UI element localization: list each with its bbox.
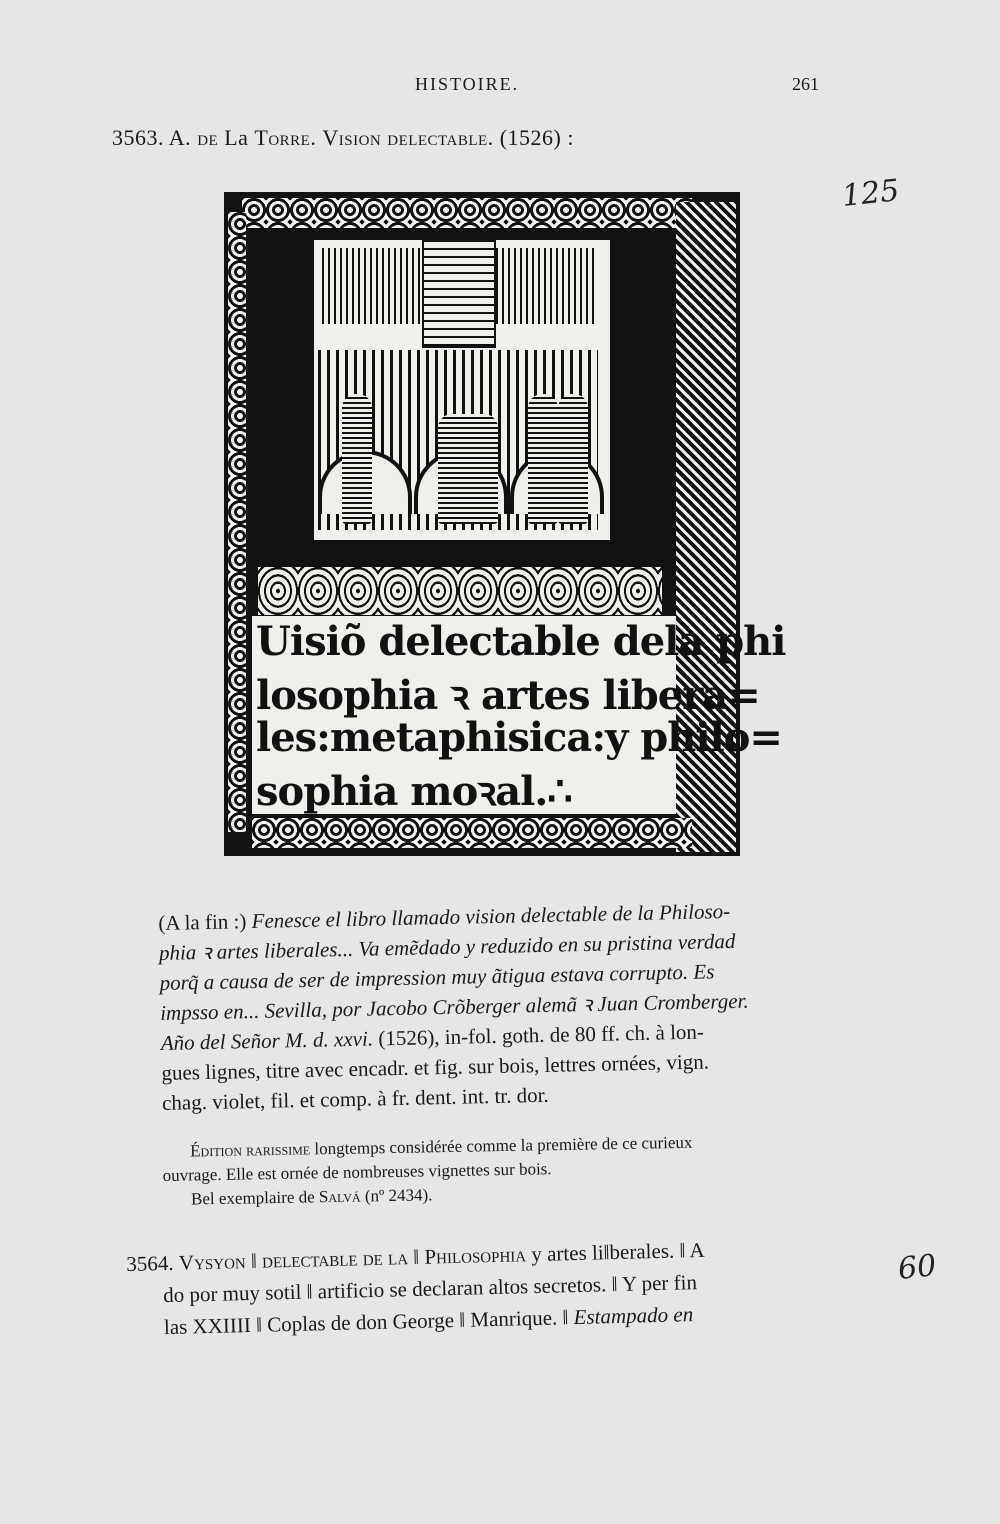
running-title: HISTOIRE.	[415, 74, 520, 94]
scene-figure	[528, 394, 558, 524]
woodcut-title-page	[224, 192, 786, 856]
scene-figure	[342, 394, 372, 524]
colophon-text: (1526), in-fol. goth. de 80 ff. ch. à lon-	[372, 1019, 705, 1051]
woodcut-title-line: les:metaphisica:y philo=	[256, 714, 782, 761]
colophon-italic: porq̃ a causa de ser de impression muy ãtigua estava corrupto. Es	[159, 959, 715, 995]
scene-tower	[422, 240, 496, 348]
entry-italic: Estampado en	[573, 1302, 694, 1330]
title-vision: Vision	[322, 125, 382, 150]
colophon-italic: phia ꝛ artes liberales... Va emẽdado y reduzido en su pristina verdad	[158, 928, 736, 965]
note-text: longtemps considérée comme la première de ce curieux	[309, 1132, 693, 1159]
entry-separator: ‖	[407, 1244, 425, 1270]
title-delectable: delectable.	[387, 125, 494, 150]
colophon-text: (A la fin :)	[158, 909, 252, 935]
ornamental-border-left	[228, 212, 246, 832]
author-initial: A.	[168, 125, 192, 150]
note-text: ouvrage. Elle est ornée de nombreuses vignettes sur bois.	[162, 1159, 552, 1185]
author-de: de	[197, 125, 219, 150]
ornamental-border-top	[242, 198, 692, 228]
author-la: La	[224, 125, 249, 150]
woodcut-title-line: losophia ꝛ artes libera=	[256, 672, 760, 719]
ornamental-vine-band	[258, 564, 662, 618]
entry-separator: ‖	[245, 1248, 263, 1274]
scene-figure	[438, 414, 498, 524]
entry-text: y artes li‖berales. ‖ A	[525, 1237, 705, 1267]
note-text: (nº 2434).	[360, 1185, 433, 1206]
entry-smallcaps: Philosophia	[424, 1242, 527, 1269]
colophon-text: chag. violet, fil. et comp. à fr. dent. int. tr. dor.	[161, 1082, 549, 1115]
colophon-description	[158, 894, 852, 1118]
entry-text: do por muy sotil ‖ artificio se declaran altos secretos. ‖ Y per fin	[162, 1270, 698, 1308]
author-torre: Torre.	[254, 125, 317, 150]
woodcut-title-line: Uisiõ delectable dela phi	[256, 618, 786, 665]
scene-arcade	[318, 350, 598, 530]
entry-smallcaps: Vysyon	[178, 1249, 246, 1275]
entry-number: 3564.	[126, 1250, 180, 1276]
entry-3563-heading	[112, 125, 574, 151]
bibliographic-note	[162, 1128, 853, 1212]
woodcut-title-text	[252, 616, 786, 815]
ornamental-border-bottom	[252, 818, 692, 848]
colophon-text: gues lignes, titre avec encadr. et fig. sur bois, lettres ornées, vign.	[161, 1049, 710, 1085]
page-number: 261	[792, 74, 819, 94]
colophon-italic: Fenesce el libro llamado vision delectable de la Philoso-	[251, 899, 731, 934]
handwritten-price-annotation: 125	[840, 173, 901, 214]
handwritten-price-annotation: 60	[896, 1248, 938, 1287]
scene-figure	[558, 394, 588, 524]
note-smallcaps: Édition rarissime	[190, 1139, 311, 1161]
colophon-italic: Año del Señor M. d. xxvi.	[160, 1026, 374, 1055]
colophon-italic: impsso en... Sevilla, por Jacobo Crõberger alemã ꝛ Juan Cromberger.	[159, 988, 749, 1025]
woodcut-title-line: sophia moꝛal.∴	[256, 768, 572, 815]
woodcut-scene-illustration	[310, 236, 614, 544]
running-head	[0, 74, 1000, 104]
note-smallcaps: Salvá	[318, 1186, 361, 1207]
entry-year: (1526) :	[499, 125, 574, 150]
note-text: Bel exemplaire de	[190, 1187, 320, 1209]
entry-3564	[126, 1230, 848, 1344]
entry-number: 3563.	[112, 125, 164, 150]
entry-text: las XXIIII ‖ Coplas de don George ‖ Manrique. ‖	[163, 1305, 574, 1340]
entry-smallcaps: delectable de la	[261, 1245, 409, 1273]
